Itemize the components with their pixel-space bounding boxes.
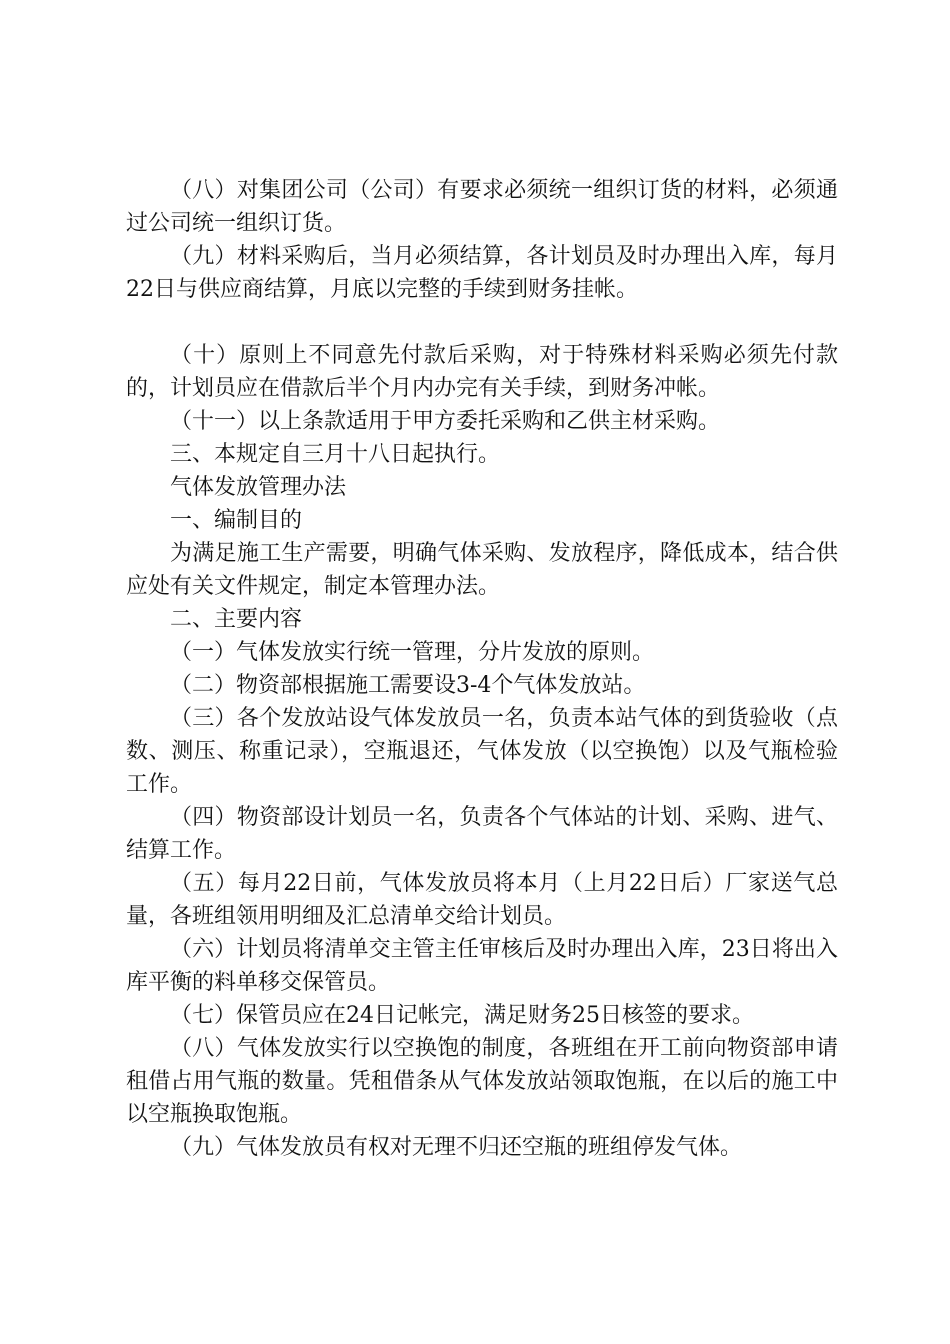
purpose-text: 为满足施工生产需要，明确气体采购、发放程序，降低成本，结合供应处有关文件规定，制定本管理办法。 xyxy=(126,541,838,599)
section-title-gas-distribution: 气体发放管理办法 xyxy=(170,475,347,500)
effective-date: 三、本规定自三月十八日起执行。 xyxy=(170,442,501,467)
heading-purpose: 一、编制目的 xyxy=(170,508,303,533)
gas-clause-2: （二）物资部根据施工需要设3-4个气体发放站。 xyxy=(170,673,646,698)
clause-10-prepayment: （十）原则上不同意先付款后采购，对于特殊材料采购必须先付款的，计划员应在借款后半个月内办完有关手续，到财务冲帐。 xyxy=(126,343,838,401)
gas-clause-7: （七）保管员应在24日记帐完，满足财务25日核签的要求。 xyxy=(170,1003,754,1028)
gas-clause-4: （四）物资部设计划员一名，负责各个气体站的计划、采购、进气、结算工作。 xyxy=(126,805,838,863)
document-body xyxy=(126,174,838,1164)
gas-clause-9: （九）气体发放员有权对无理不归还空瓶的班组停发气体。 xyxy=(170,1135,743,1160)
clause-8-centralized-ordering: （八）对集团公司（公司）有要求必须统一组织订货的材料，必须通过公司统一组织订货。 xyxy=(126,178,838,236)
heading-main-content: 二、主要内容 xyxy=(170,607,303,632)
gas-clause-3: （三）各个发放站设气体发放员一名，负责本站气体的到货验收（点数、测压、称重记录），空瓶退还，气体发放（以空换饱）以及气瓶检验工作。 xyxy=(126,706,838,797)
gas-clause-6: （六）计划员将清单交主管主任审核后及时办理出入库，23日将出入库平衡的料单移交保管员。 xyxy=(126,937,838,995)
gas-clause-5: （五）每月22日前，气体发放员将本月（上月22日后）厂家送气总量，各班组领用明细及汇总清单交给计划员。 xyxy=(126,871,838,929)
gas-clause-1: （一）气体发放实行统一管理，分片发放的原则。 xyxy=(170,640,655,665)
clause-11-scope: （十一）以上条款适用于甲方委托采购和乙供主材采购。 xyxy=(170,409,721,434)
gas-clause-8: （八）气体发放实行以空换饱的制度，各班组在开工前向物资部申请租借占用气瓶的数量。凭租借条从气体发放站领取饱瓶，在以后的施工中以空瓶换取饱瓶。 xyxy=(126,1036,838,1127)
clause-9-monthly-settlement: （九）材料采购后，当月必须结算，各计划员及时办理出入库，每月22日与供应商结算，月底以完整的手续到财务挂帐。 xyxy=(126,244,838,302)
